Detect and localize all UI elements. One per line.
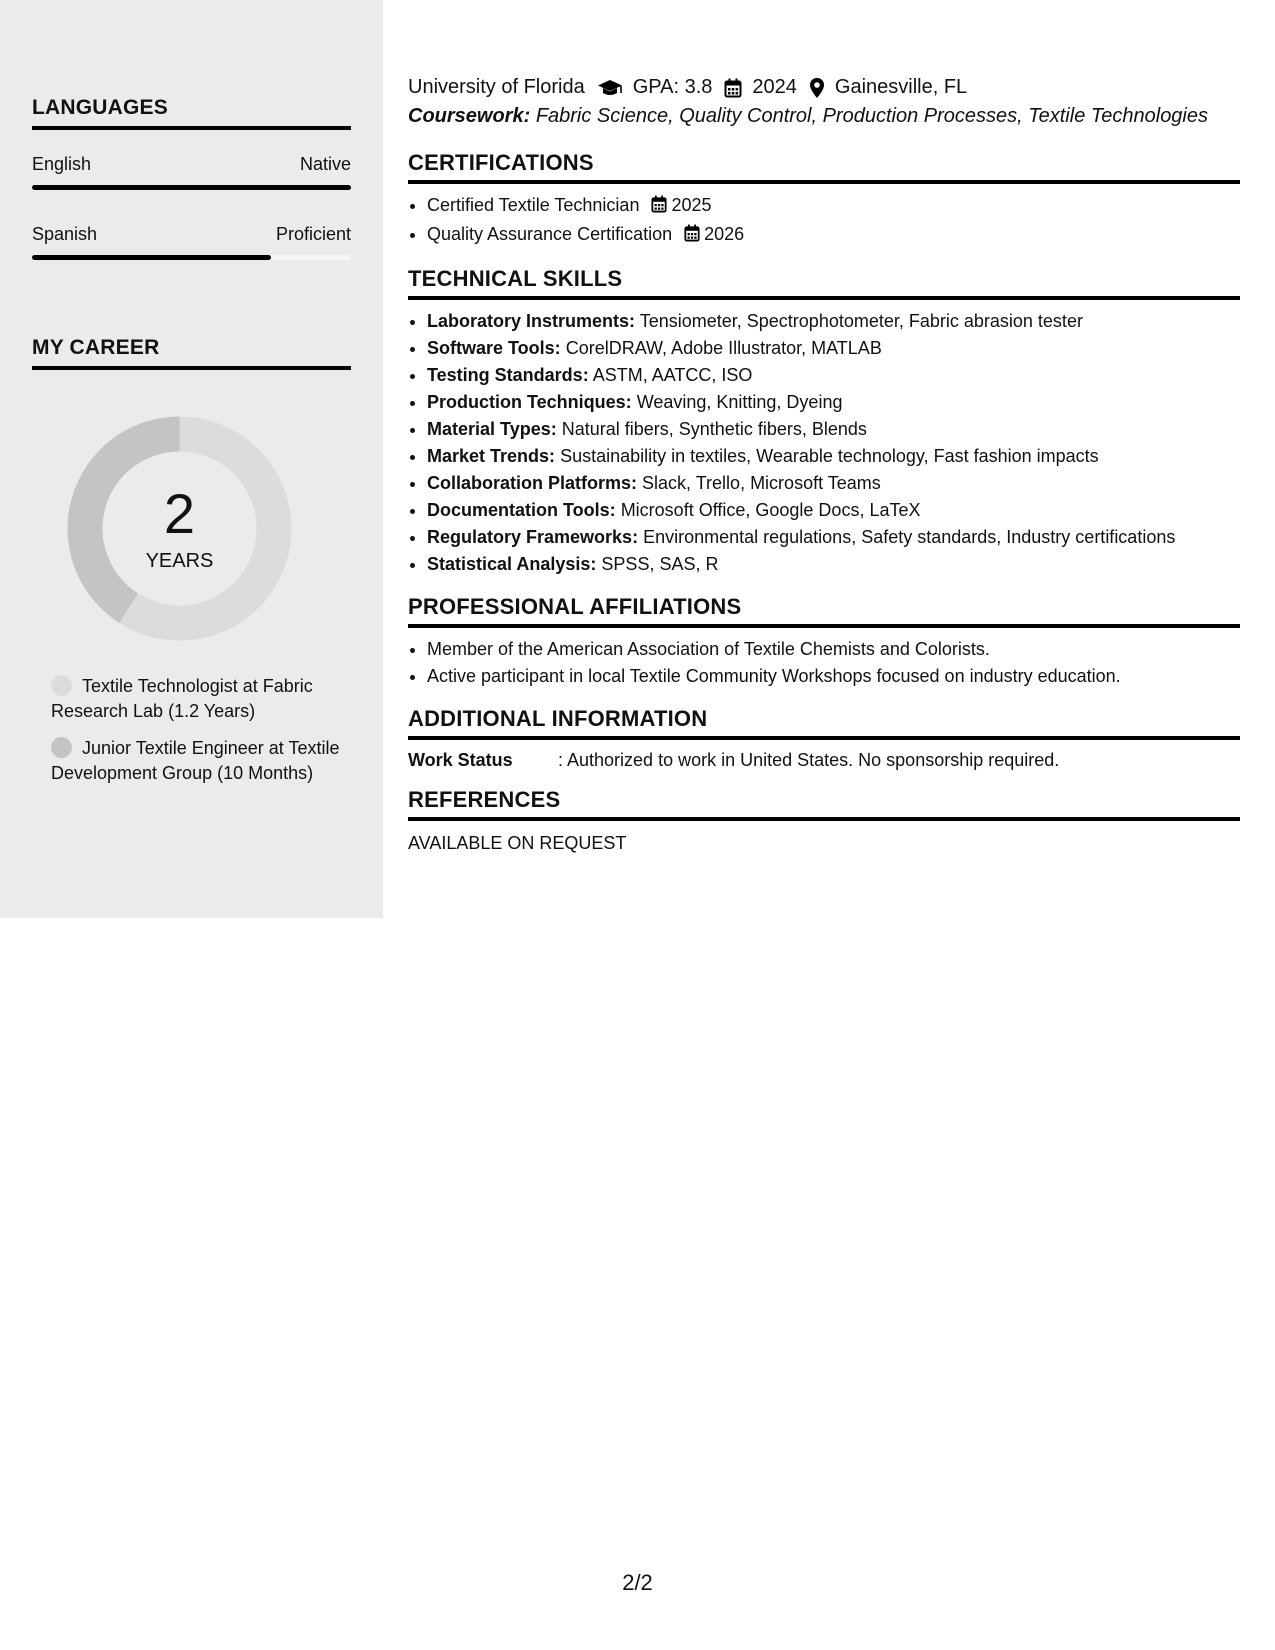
references-text: AVAILABLE ON REQUEST: [408, 833, 627, 853]
legend-dot: [51, 675, 72, 696]
calendar-icon: [684, 223, 700, 250]
calendar-icon: [651, 194, 667, 221]
career-section: [32, 336, 351, 370]
education-line: [408, 76, 1240, 99]
language-row-english: [32, 154, 351, 175]
coursework-line: [408, 105, 1240, 128]
languages-section: [32, 96, 351, 260]
list-item: [427, 389, 1240, 416]
sidebar: [0, 0, 383, 918]
skill-value: Weaving, Knitting, Dyeing: [636, 392, 843, 412]
language-bar-fill: [32, 185, 351, 190]
skill-label: Testing Standards:: [427, 365, 589, 385]
skill-label: Documentation Tools:: [427, 500, 616, 520]
career-legend-item: [51, 674, 341, 724]
skill-value: Microsoft Office, Google Docs, LaTeX: [620, 500, 921, 520]
list-item: [427, 192, 1240, 221]
list-item: • Active participant in local Textile Community Workshops focused on industry education.: [427, 663, 1240, 690]
certification-name: Quality Assurance Certification: [427, 224, 673, 244]
career-donut-chart: [65, 414, 294, 643]
education-year: 2024: [752, 76, 797, 98]
skill-value: Environmental regulations, Safety standards, Industry certifications: [643, 527, 1176, 547]
main-content: [408, 76, 1240, 854]
list-item: [427, 416, 1240, 443]
page-number: 2/2: [622, 1570, 653, 1595]
legend-dot: [51, 737, 72, 758]
career-legend-label: Junior Textile Engineer at Textile Development Group (10 Months): [51, 738, 340, 783]
list-item: [427, 443, 1240, 470]
coursework-label: Coursework:: [408, 105, 531, 127]
language-level: Native: [299, 154, 351, 174]
skill-value: ASTM, AATCC, ISO: [592, 365, 753, 385]
education-school: University of Florida: [408, 76, 585, 98]
career-legend-item: [51, 736, 341, 786]
career-total-unit: YEARS: [145, 550, 214, 572]
work-status-label: Work Status: [408, 750, 513, 770]
affiliations-list: [408, 636, 1240, 690]
skill-label: Regulatory Frameworks:: [427, 527, 639, 547]
skill-value: Slack, Trello, Microsoft Teams: [642, 473, 881, 493]
list-item: [427, 362, 1240, 389]
skill-label: Laboratory Instruments:: [427, 311, 636, 331]
language-row-spanish: [32, 224, 351, 245]
language-bar-english: [32, 185, 351, 190]
languages-title: LANGUAGES: [32, 96, 351, 130]
language-name: Spanish: [32, 224, 98, 244]
skill-label: Statistical Analysis:: [427, 554, 597, 574]
references-title: REFERENCES: [408, 787, 1240, 821]
skill-label: Software Tools:: [427, 338, 561, 358]
map-pin-icon: [809, 77, 825, 99]
skill-value: SPSS, SAS, R: [601, 554, 719, 574]
skill-label: Collaboration Platforms:: [427, 473, 638, 493]
technical-skills-title: TECHNICAL SKILLS: [408, 266, 1240, 300]
language-level: Proficient: [275, 224, 351, 244]
skill-label: Market Trends:: [427, 446, 556, 466]
certification-year: 2025: [671, 195, 712, 215]
technical-skills-section: [408, 266, 1240, 578]
education-location: Gainesville, FL: [834, 76, 968, 98]
additional-info-section: [408, 706, 1240, 771]
certification-name: Certified Textile Technician: [427, 195, 640, 215]
references-section: [408, 787, 1240, 854]
coursework-value: Fabric Science, Quality Control, Production Processes, Textile Technologies: [535, 105, 1208, 127]
list-item: [427, 524, 1240, 551]
certification-year: 2026: [704, 224, 745, 244]
language-name: English: [32, 154, 92, 174]
education-gpa: GPA: 3.8: [632, 76, 713, 98]
list-item: • Member of the American Association of Textile Chemists and Colorists.: [427, 636, 1240, 663]
career-total-value: 2: [163, 482, 196, 545]
calendar-icon: [724, 78, 742, 98]
skill-value: Tensiometer, Spectrophotometer, Fabric abrasion tester: [639, 311, 1083, 331]
affiliations-section: [408, 594, 1240, 690]
work-status-value: : Authorized to work in United States. No sponsorship required.: [558, 750, 1060, 770]
language-bar-spanish: [32, 255, 351, 260]
skill-label: Production Techniques:: [427, 392, 632, 412]
graduation-cap-icon: [597, 78, 623, 98]
list-item: [427, 551, 1240, 578]
list-item: [427, 470, 1240, 497]
list-item: [427, 497, 1240, 524]
career-legend-label: Textile Technologist at Fabric Research Lab (1.2 Years): [51, 676, 313, 721]
additional-info-title: ADDITIONAL INFORMATION: [408, 706, 1240, 740]
affiliations-title: PROFESSIONAL AFFILIATIONS: [408, 594, 1240, 628]
language-bar-fill: [32, 255, 271, 260]
certifications-title: CERTIFICATIONS: [408, 150, 1240, 184]
technical-skills-list: [408, 308, 1240, 578]
list-item: [427, 221, 1240, 250]
work-status-row: [408, 750, 1240, 771]
skill-value: Sustainability in textiles, Wearable technology, Fast fashion impacts: [560, 446, 1099, 466]
skill-value: Natural fibers, Synthetic fibers, Blends: [561, 419, 867, 439]
list-item: [427, 308, 1240, 335]
list-item: [427, 335, 1240, 362]
certifications-section: [408, 150, 1240, 250]
skill-label: Material Types:: [427, 419, 557, 439]
skill-value: CorelDRAW, Adobe Illustrator, MATLAB: [565, 338, 882, 358]
career-title: MY CAREER: [32, 336, 351, 370]
certifications-list: [408, 192, 1240, 250]
